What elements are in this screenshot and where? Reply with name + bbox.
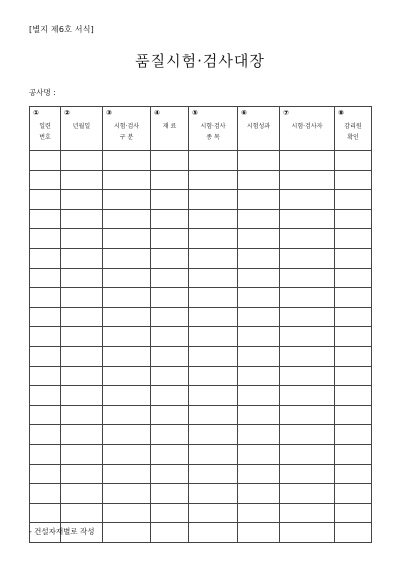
table-cell[interactable] [103, 386, 151, 406]
table-cell[interactable] [189, 444, 238, 464]
table-cell[interactable] [151, 346, 189, 366]
table-cell[interactable] [189, 170, 238, 190]
table-cell[interactable] [335, 484, 372, 504]
table-row [30, 327, 372, 347]
table-cell[interactable] [280, 484, 335, 504]
ledger-body [30, 151, 372, 543]
table-cell[interactable] [30, 307, 61, 327]
column-label: 일련 번호 [39, 123, 51, 141]
table-cell[interactable] [189, 366, 238, 386]
table-row [30, 288, 372, 308]
table-cell[interactable] [189, 523, 238, 543]
column-header-test-type [103, 107, 151, 151]
table-cell[interactable] [103, 464, 151, 484]
table-cell[interactable] [280, 307, 335, 327]
table-cell[interactable] [61, 288, 103, 308]
table-cell[interactable] [103, 307, 151, 327]
column-label: 시험성과 [246, 123, 271, 130]
table-cell[interactable] [61, 405, 103, 425]
table-cell[interactable] [335, 464, 372, 484]
column-header-date [61, 107, 103, 151]
table-cell[interactable] [103, 288, 151, 308]
table-cell[interactable] [280, 229, 335, 249]
table-cell[interactable] [189, 190, 238, 210]
table-cell[interactable] [238, 307, 280, 327]
table-cell[interactable] [103, 444, 151, 464]
column-header-inspector [280, 107, 335, 151]
table-cell[interactable] [103, 503, 151, 523]
table-cell[interactable] [280, 366, 335, 386]
table-cell[interactable] [151, 327, 189, 347]
table-cell[interactable] [335, 229, 372, 249]
table-cell[interactable] [103, 209, 151, 229]
table-cell[interactable] [238, 503, 280, 523]
table-row [30, 190, 372, 210]
table-cell[interactable] [61, 425, 103, 445]
column-number: ② [64, 109, 70, 117]
table-cell[interactable] [151, 209, 189, 229]
column-header-serial [30, 107, 61, 151]
table-cell[interactable] [30, 170, 61, 190]
table-cell[interactable] [335, 288, 372, 308]
table-cell[interactable] [103, 484, 151, 504]
table-cell[interactable] [238, 151, 280, 171]
table-cell[interactable] [280, 190, 335, 210]
table-cell[interactable] [189, 484, 238, 504]
table-row [30, 268, 372, 288]
project-name-label: 공사명 : [29, 88, 56, 97]
table-row [30, 248, 372, 268]
table-cell[interactable] [335, 346, 372, 366]
table-cell[interactable] [335, 170, 372, 190]
table-cell[interactable] [335, 151, 372, 171]
table-cell[interactable] [238, 366, 280, 386]
table-cell[interactable] [280, 386, 335, 406]
table-row [30, 346, 372, 366]
table-cell[interactable] [335, 425, 372, 445]
table-cell[interactable] [335, 190, 372, 210]
table-cell[interactable] [30, 209, 61, 229]
table-cell[interactable] [61, 484, 103, 504]
column-label: 재 료 [162, 123, 177, 130]
table-cell[interactable] [335, 248, 372, 268]
table-cell[interactable] [189, 346, 238, 366]
table-cell[interactable] [189, 405, 238, 425]
table-cell[interactable] [189, 307, 238, 327]
table-cell[interactable] [238, 190, 280, 210]
table-cell[interactable] [189, 268, 238, 288]
page-title: 품질시험·검사대장 [135, 52, 265, 70]
table-cell[interactable] [151, 386, 189, 406]
table-cell[interactable] [189, 386, 238, 406]
table-cell[interactable] [238, 288, 280, 308]
table-cell[interactable] [335, 268, 372, 288]
table-row [30, 170, 372, 190]
table-cell[interactable] [280, 248, 335, 268]
form-label: [별지 제6호 서식] [29, 25, 94, 34]
table-cell[interactable] [189, 503, 238, 523]
table-cell[interactable] [151, 464, 189, 484]
table-cell[interactable] [238, 268, 280, 288]
column-label: 감리원 확인 [344, 123, 362, 141]
table-cell[interactable] [61, 346, 103, 366]
table-cell[interactable] [335, 503, 372, 523]
table-cell[interactable] [151, 190, 189, 210]
table-cell[interactable] [151, 288, 189, 308]
table-cell[interactable] [103, 327, 151, 347]
table-cell[interactable] [103, 190, 151, 210]
table-cell[interactable] [151, 248, 189, 268]
table-cell[interactable] [103, 366, 151, 386]
table-cell[interactable] [103, 405, 151, 425]
table-cell[interactable] [335, 327, 372, 347]
table-row [30, 151, 372, 171]
table-cell[interactable] [61, 268, 103, 288]
table-cell[interactable] [151, 229, 189, 249]
column-header-material [151, 107, 189, 151]
table-cell[interactable] [189, 288, 238, 308]
table-cell[interactable] [280, 405, 335, 425]
table-cell[interactable] [30, 425, 61, 445]
table-cell[interactable] [280, 346, 335, 366]
table-cell[interactable] [189, 151, 238, 171]
table-cell[interactable] [61, 366, 103, 386]
table-cell[interactable] [30, 288, 61, 308]
table-cell[interactable] [280, 209, 335, 229]
table-cell[interactable] [61, 248, 103, 268]
table-cell[interactable] [238, 386, 280, 406]
table-cell[interactable] [151, 307, 189, 327]
table-row [30, 307, 372, 327]
column-header-result [238, 107, 280, 151]
table-cell[interactable] [30, 484, 61, 504]
table-cell[interactable] [238, 405, 280, 425]
table-cell[interactable] [151, 425, 189, 445]
table-row [30, 229, 372, 249]
table-cell[interactable] [280, 327, 335, 347]
column-number: ③ [106, 109, 112, 117]
column-number: ⑧ [338, 109, 344, 117]
table-row [30, 209, 372, 229]
table-cell[interactable] [103, 346, 151, 366]
table-cell[interactable] [280, 425, 335, 445]
table-cell[interactable] [280, 523, 335, 543]
table-cell[interactable] [189, 229, 238, 249]
column-label: 년월일 [72, 123, 91, 130]
table-cell[interactable] [189, 425, 238, 445]
table-cell[interactable] [30, 346, 61, 366]
table-row [30, 386, 372, 406]
table-cell[interactable] [30, 248, 61, 268]
column-header-supervisor-check [335, 107, 372, 151]
table-cell[interactable] [103, 229, 151, 249]
table-cell[interactable] [335, 209, 372, 229]
table-cell[interactable] [103, 523, 151, 543]
table-cell[interactable] [103, 170, 151, 190]
table-cell[interactable] [189, 327, 238, 347]
table-cell[interactable] [30, 366, 61, 386]
table-cell[interactable] [103, 151, 151, 171]
table-cell[interactable] [30, 229, 61, 249]
table-cell[interactable] [103, 268, 151, 288]
table-cell[interactable] [280, 444, 335, 464]
column-label: 시험·검사 종 목 [200, 123, 226, 141]
table-cell[interactable] [151, 484, 189, 504]
table-cell[interactable] [151, 170, 189, 190]
table-cell[interactable] [335, 444, 372, 464]
table-cell[interactable] [30, 268, 61, 288]
table-cell[interactable] [151, 523, 189, 543]
table-cell[interactable] [189, 248, 238, 268]
table-cell[interactable] [61, 190, 103, 210]
inspection-ledger-table [29, 106, 372, 543]
table-row [30, 484, 372, 504]
column-number: ① [33, 109, 39, 117]
table-cell[interactable] [30, 464, 61, 484]
table-cell[interactable] [238, 444, 280, 464]
table-cell[interactable] [238, 523, 280, 543]
footnote: - 건설자재별로 작성 [29, 527, 95, 536]
column-header-test-item [189, 107, 238, 151]
table-cell[interactable] [238, 170, 280, 190]
table-cell[interactable] [151, 366, 189, 386]
column-number: ⑦ [283, 109, 289, 117]
table-cell[interactable] [30, 151, 61, 171]
table-cell[interactable] [61, 464, 103, 484]
table-cell[interactable] [238, 346, 280, 366]
table-row [30, 405, 372, 425]
table-cell[interactable] [61, 229, 103, 249]
table-cell[interactable] [280, 170, 335, 190]
table-cell[interactable] [189, 464, 238, 484]
table-cell[interactable] [151, 503, 189, 523]
table-cell[interactable] [238, 464, 280, 484]
table-cell[interactable] [61, 386, 103, 406]
table-cell[interactable] [61, 327, 103, 347]
table-row [30, 503, 372, 523]
table-cell[interactable] [61, 170, 103, 190]
table-cell[interactable] [30, 444, 61, 464]
table-cell[interactable] [189, 209, 238, 229]
table-cell[interactable] [61, 307, 103, 327]
table-cell[interactable] [238, 327, 280, 347]
table-cell[interactable] [280, 151, 335, 171]
table-cell[interactable] [151, 444, 189, 464]
table-cell[interactable] [61, 209, 103, 229]
table-cell[interactable] [280, 464, 335, 484]
table-row [30, 464, 372, 484]
table-cell[interactable] [238, 248, 280, 268]
table-cell[interactable] [238, 229, 280, 249]
table-cell[interactable] [30, 190, 61, 210]
column-number: ⑤ [192, 109, 198, 117]
table-header-row [30, 107, 372, 151]
table-cell[interactable] [335, 386, 372, 406]
table-cell[interactable] [335, 523, 372, 543]
table-cell[interactable] [30, 503, 61, 523]
table-cell[interactable] [238, 425, 280, 445]
table-cell[interactable] [61, 151, 103, 171]
table-row [30, 444, 372, 464]
table-cell[interactable] [280, 268, 335, 288]
table-cell[interactable] [30, 327, 61, 347]
column-label: 시험·검사자 [291, 123, 323, 130]
table-cell[interactable] [151, 405, 189, 425]
table-cell[interactable] [238, 209, 280, 229]
table-cell[interactable] [30, 405, 61, 425]
table-cell[interactable] [335, 366, 372, 386]
table-cell[interactable] [280, 503, 335, 523]
table-cell[interactable] [103, 425, 151, 445]
table-cell[interactable] [280, 288, 335, 308]
table-cell[interactable] [151, 268, 189, 288]
table-cell[interactable] [103, 248, 151, 268]
column-label: 시험·검사 구 분 [113, 123, 140, 141]
table-cell[interactable] [335, 405, 372, 425]
table-cell[interactable] [61, 444, 103, 464]
column-number: ⑥ [241, 109, 247, 117]
column-number: ④ [154, 109, 160, 117]
table-cell[interactable] [61, 503, 103, 523]
table-cell[interactable] [30, 386, 61, 406]
table-cell[interactable] [238, 484, 280, 504]
table-cell[interactable] [151, 151, 189, 171]
table-row [30, 366, 372, 386]
table-row [30, 425, 372, 445]
table-cell[interactable] [335, 307, 372, 327]
